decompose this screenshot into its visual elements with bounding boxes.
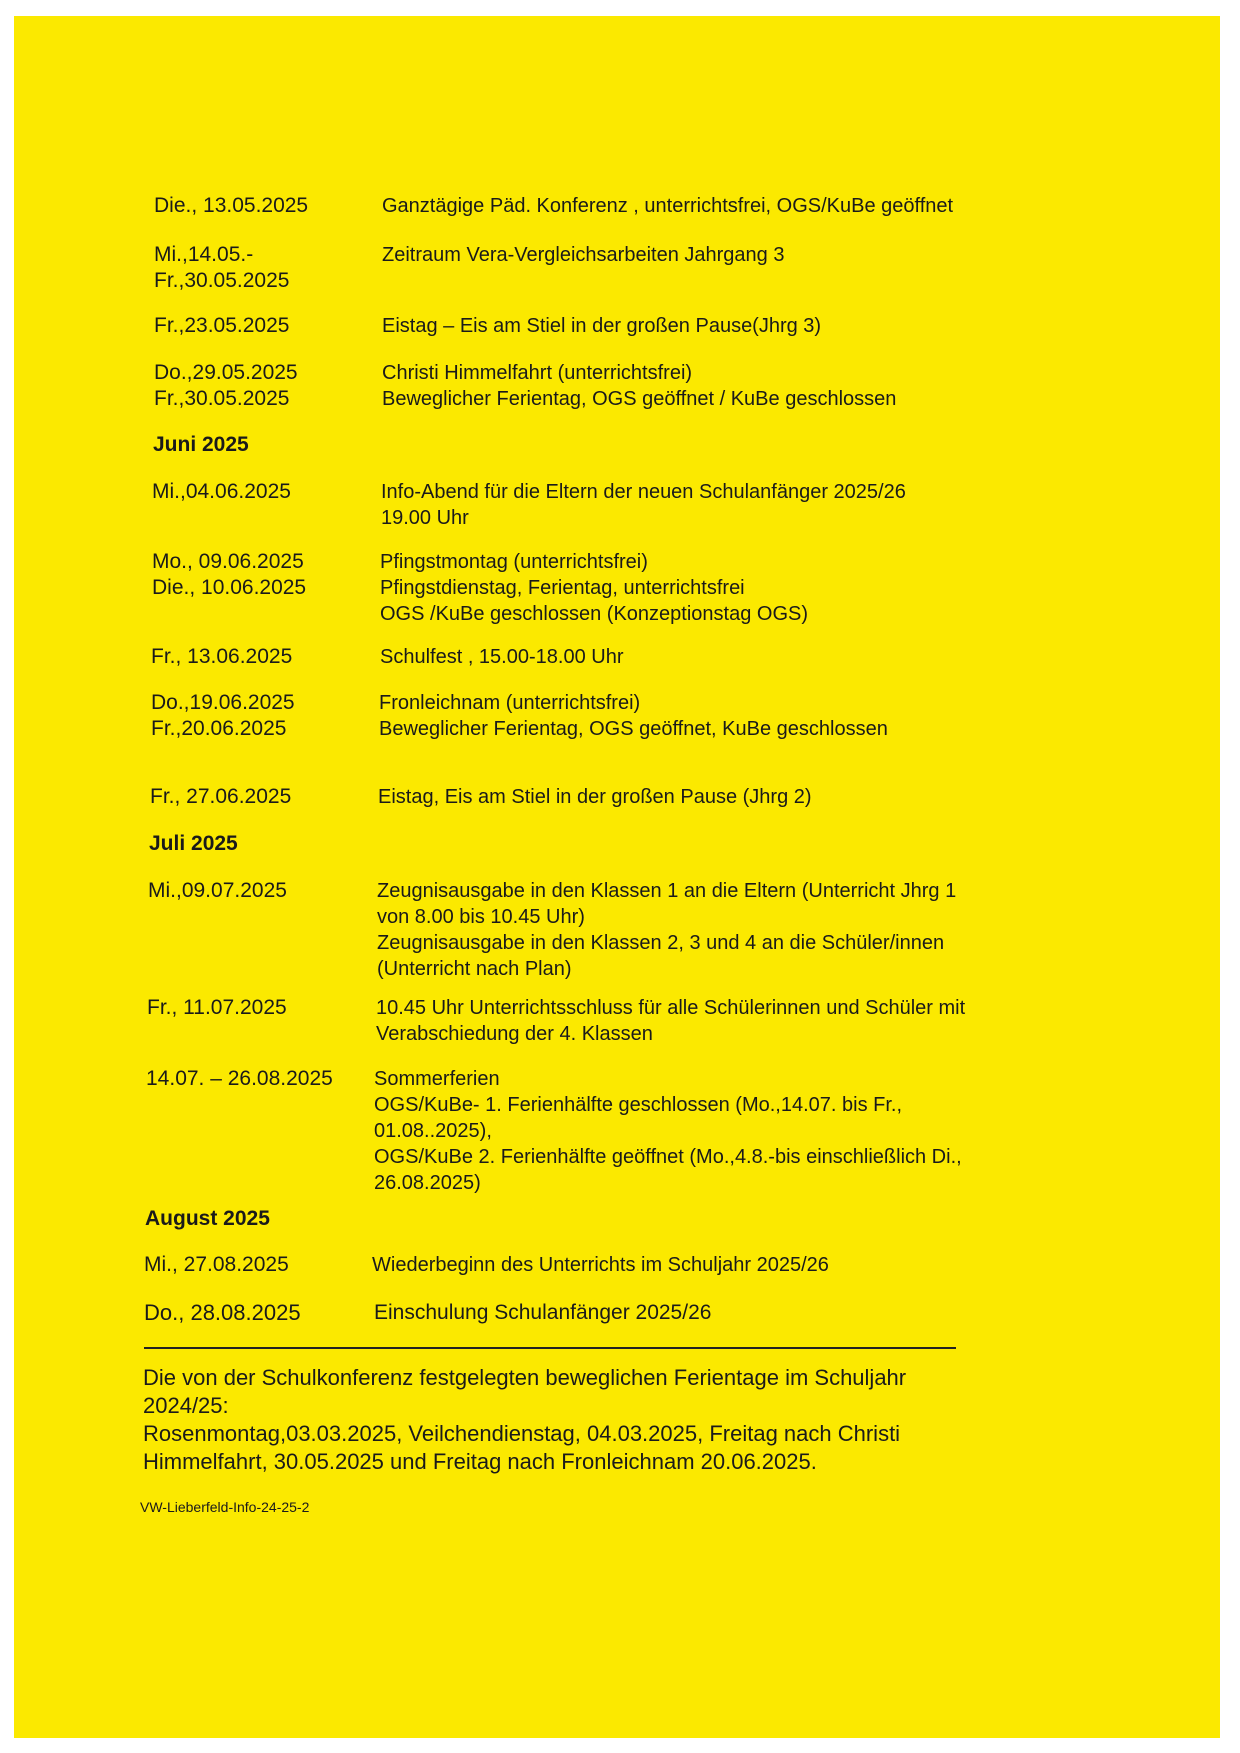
- desc-line: (Unterricht nach Plan): [377, 958, 572, 980]
- date-line: Fr.,23.05.2025: [154, 314, 290, 337]
- desc-line: Pfingstdienstag, Ferientag, unterrichtsfrei: [380, 577, 745, 599]
- date-line: Mi., 27.08.2025: [144, 1253, 289, 1276]
- month-heading-juli: Juli 2025: [149, 832, 238, 855]
- desc-line: Verabschiedung der 4. Klassen: [376, 1023, 653, 1045]
- date-1: [154, 242, 289, 294]
- date-2: [154, 313, 289, 339]
- desc-13: [374, 1300, 711, 1326]
- date-line: Die., 10.06.2025: [152, 576, 307, 599]
- date-13: [144, 1300, 301, 1326]
- desc-line: Zeitraum Vera-Vergleichsarbeiten Jahrgang 3: [382, 244, 785, 266]
- date-line: Fr., 11.07.2025: [147, 996, 287, 1019]
- date-line: Die., 13.05.2025: [154, 194, 309, 217]
- desc-line: OGS /KuBe geschlossen (Konzeptionstag OGS): [380, 603, 808, 625]
- date-line: Fr.,30.05.2025: [154, 387, 290, 410]
- footnote-block: [143, 1364, 906, 1476]
- desc-line: Einschulung Schulanfänger 2025/26: [374, 1301, 712, 1324]
- yellow-info-sheet: [14, 16, 1220, 1738]
- desc-line: Sommerferien: [374, 1068, 500, 1090]
- date-line: Fr.,30.05.2025: [154, 269, 290, 292]
- date-4: [152, 479, 291, 505]
- desc-12: [372, 1252, 829, 1278]
- date-line: Do., 28.08.2025: [144, 1300, 301, 1325]
- footnote-line: Die von der Schulkonferenz festgelegten beweglichen Ferientage im Schuljahr: [143, 1365, 907, 1390]
- month-heading-august: August 2025: [145, 1207, 270, 1230]
- desc-10: [376, 995, 965, 1047]
- desc-line: Schulfest , 15.00-18.00 Uhr: [380, 646, 624, 668]
- date-5: [152, 549, 306, 601]
- date-line: Fr., 27.06.2025: [150, 785, 292, 808]
- date-line: Mi.,14.05.-: [154, 243, 254, 266]
- date-12: [144, 1252, 289, 1278]
- desc-line: Wiederbeginn des Unterrichts im Schuljahr 2025/26: [372, 1254, 829, 1276]
- desc-7: [379, 690, 888, 742]
- date-3: [154, 360, 298, 412]
- desc-line: Ganztägige Päd. Konferenz , unterrichtsfrei, OGS/KuBe geöffnet: [382, 195, 954, 217]
- desc-8: [378, 784, 812, 810]
- footnote-line: Himmelfahrt, 30.05.2025 und Freitag nach Fronleichnam 20.06.2025.: [143, 1449, 817, 1474]
- desc-line: Beweglicher Ferientag, OGS geöffnet / KuBe geschlossen: [382, 388, 897, 410]
- date-line: Do.,19.06.2025: [151, 691, 295, 714]
- desc-5: [380, 549, 808, 627]
- date-0: [154, 193, 308, 219]
- desc-line: 10.45 Uhr Unterrichtsschluss für alle Schülerinnen und Schüler mit: [376, 997, 966, 1019]
- date-line: Do.,29.05.2025: [154, 361, 298, 384]
- date-line: Mi.,09.07.2025: [148, 879, 287, 902]
- date-6: [151, 644, 292, 670]
- footnote-line: Rosenmontag,03.03.2025, Veilchendienstag, 04.03.2025, Freitag nach Christi: [143, 1421, 901, 1446]
- date-line: Fr.,20.06.2025: [151, 717, 287, 740]
- date-8: [150, 784, 291, 810]
- date-line: Mi.,04.06.2025: [152, 480, 291, 503]
- desc-line: Eistag – Eis am Stiel in der großen Pause(Jhrg 3): [382, 315, 822, 337]
- desc-line: Zeugnisausgabe in den Klassen 2, 3 und 4 an die Schüler/innen: [377, 932, 945, 954]
- document-reference: VW-Lieberfeld-Info-24-25-2: [140, 1499, 310, 1515]
- desc-line: Beweglicher Ferientag, OGS geöffnet, KuBe geschlossen: [379, 718, 888, 740]
- desc-3: [382, 360, 896, 412]
- date-line: Fr., 13.06.2025: [151, 645, 293, 668]
- desc-line: 19.00 Uhr: [381, 507, 469, 529]
- desc-line: Christi Himmelfahrt (unterrichtsfrei): [382, 362, 693, 384]
- desc-11: [374, 1066, 962, 1196]
- desc-line: 26.08.2025): [374, 1172, 481, 1194]
- date-line: Mo., 09.06.2025: [152, 550, 304, 573]
- desc-line: OGS/KuBe- 1. Ferienhälfte geschlossen (Mo.,14.07. bis Fr.,: [374, 1094, 903, 1116]
- desc-line: Info-Abend für die Eltern der neuen Schulanfänger 2025/26: [381, 481, 906, 503]
- desc-line: Pfingstmontag (unterrichtsfrei): [380, 551, 648, 573]
- desc-line: Zeugnisausgabe in den Klassen 1 an die Eltern (Unterricht Jhrg 1: [377, 880, 957, 902]
- desc-line: von 8.00 bis 10.45 Uhr): [377, 906, 585, 928]
- date-11: [146, 1066, 333, 1092]
- desc-1: [382, 242, 784, 268]
- desc-0: [382, 193, 953, 219]
- date-10: [147, 995, 287, 1021]
- desc-line: Eistag, Eis am Stiel in der großen Pause (Jhrg 2): [378, 786, 812, 808]
- desc-4: [381, 479, 906, 531]
- month-heading-juni: Juni 2025: [153, 433, 249, 456]
- desc-9: [377, 878, 956, 982]
- desc-2: [382, 313, 821, 339]
- separator-line: [144, 1347, 956, 1349]
- date-7: [151, 690, 295, 742]
- date-9: [148, 878, 287, 904]
- desc-line: OGS/KuBe 2. Ferienhälfte geöffnet (Mo.,4.8.-bis einschließlich Di.,: [374, 1146, 962, 1168]
- desc-line: Fronleichnam (unterrichtsfrei): [379, 692, 641, 714]
- date-line: 14.07. – 26.08.2025: [146, 1067, 333, 1090]
- desc-6: [380, 644, 623, 670]
- footnote-line: 2024/25:: [143, 1393, 229, 1418]
- desc-line: 01.08..2025),: [374, 1120, 492, 1142]
